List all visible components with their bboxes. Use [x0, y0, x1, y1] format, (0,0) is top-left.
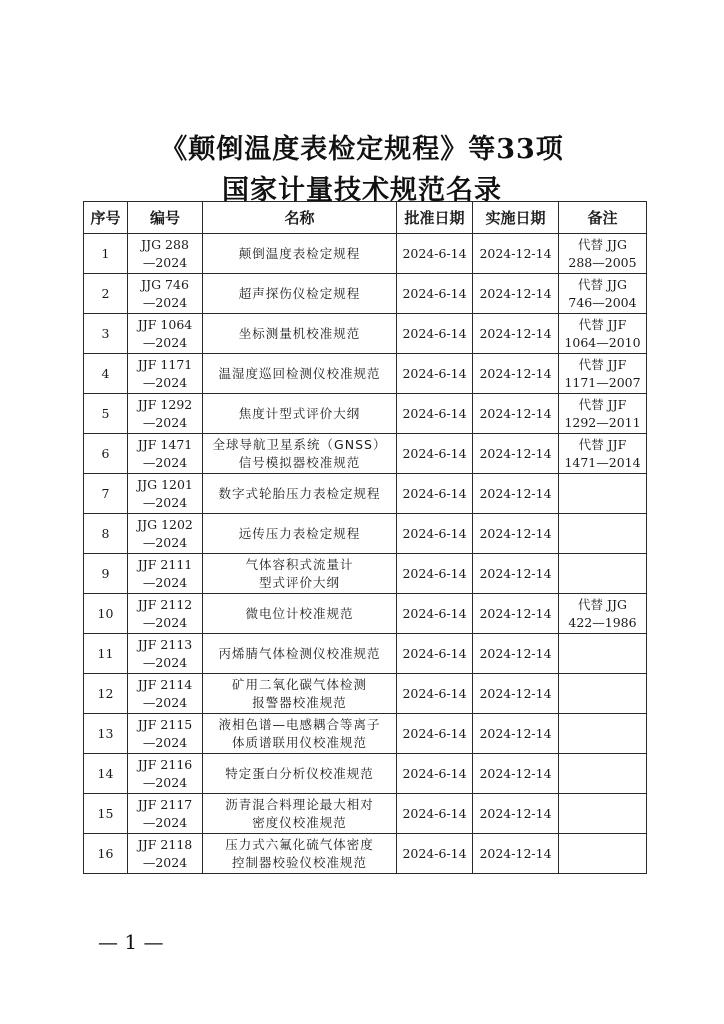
cell-code — [128, 554, 203, 594]
cell-name — [203, 674, 397, 714]
cell-code — [128, 754, 203, 794]
cell-approval-date: 2024-6-14 — [397, 714, 473, 754]
cell-approval-date: 2024-6-14 — [397, 834, 473, 874]
cell-code-line: JJF 1292 — [137, 396, 193, 412]
cell-name-line: 远传压力表检定规程 — [238, 525, 361, 541]
cell-code — [128, 834, 203, 874]
table-row — [84, 554, 647, 594]
cell-code-line: JJF 1471 — [137, 436, 193, 452]
cell-effective-date: 2024-12-14 — [473, 794, 559, 834]
cell-code-line: JJF 2115 — [137, 716, 193, 732]
header-approval-date: 批准日期 — [397, 202, 473, 234]
cell-remark — [559, 754, 647, 794]
cell-code-line: —2024 — [142, 574, 188, 590]
cell-remark — [559, 274, 647, 314]
table-row — [84, 434, 647, 474]
cell-name-line: 全球导航卫星系统（GNSS） — [212, 436, 387, 452]
cell-name-line: 温湿度巡回检测仪校准规范 — [218, 365, 381, 381]
cell-name-line: 控制器校验仪校准规范 — [231, 854, 367, 870]
cell-code-line: —2024 — [142, 774, 188, 790]
cell-approval-date: 2024-6-14 — [397, 554, 473, 594]
cell-code-line: —2024 — [142, 854, 188, 870]
cell-effective-date: 2024-12-14 — [473, 514, 559, 554]
cell-remark-line: 代替 JJF — [578, 316, 627, 332]
cell-index: 16 — [84, 834, 128, 874]
metrology-spec-table — [83, 201, 647, 874]
cell-remark — [559, 394, 647, 434]
table-row — [84, 834, 647, 874]
cell-name — [203, 594, 397, 634]
cell-code-line: —2024 — [142, 654, 188, 670]
table-row — [84, 274, 647, 314]
cell-remark-line: 代替 JJG — [578, 236, 627, 252]
cell-name-line: 型式评价大纲 — [258, 574, 340, 590]
cell-effective-date: 2024-12-14 — [473, 354, 559, 394]
cell-approval-date: 2024-6-14 — [397, 754, 473, 794]
cell-code-line: JJF 2111 — [137, 556, 193, 572]
document-title-line1: 《颠倒温度表检定规程》等33项 — [160, 134, 564, 165]
table-row — [84, 314, 647, 354]
cell-remark — [559, 474, 647, 514]
cell-effective-date: 2024-12-14 — [473, 394, 559, 434]
cell-code-line: JJF 2113 — [137, 636, 193, 652]
cell-approval-date: 2024-6-14 — [397, 434, 473, 474]
cell-name-line: 密度仪校准规范 — [252, 814, 347, 830]
cell-name-line: 丙烯腈气体检测仪校准规范 — [218, 645, 381, 661]
cell-name — [203, 634, 397, 674]
cell-name — [203, 234, 397, 274]
cell-code-line: —2024 — [142, 374, 188, 390]
cell-approval-date: 2024-6-14 — [397, 314, 473, 354]
cell-remark-line: 代替 JJF — [578, 396, 627, 412]
cell-name-line: 坐标测量机校准规范 — [238, 325, 361, 341]
cell-index: 15 — [84, 794, 128, 834]
header-code: 编号 — [128, 202, 203, 234]
cell-remark — [559, 594, 647, 634]
cell-name-line: 矿用二氧化碳气体检测 — [231, 676, 367, 692]
cell-name-line: 报警器校准规范 — [252, 694, 347, 710]
cell-remark — [559, 794, 647, 834]
cell-index: 6 — [84, 434, 128, 474]
cell-approval-date: 2024-6-14 — [397, 594, 473, 634]
table-row — [84, 714, 647, 754]
cell-code-line: —2024 — [142, 454, 188, 470]
cell-remark-line: 422—1986 — [568, 614, 637, 630]
table-row — [84, 394, 647, 434]
cell-name — [203, 474, 397, 514]
table-row — [84, 234, 647, 274]
cell-remark-line: 1171—2007 — [564, 374, 641, 390]
cell-index: 7 — [84, 474, 128, 514]
header-name: 名称 — [203, 202, 397, 234]
cell-index: 13 — [84, 714, 128, 754]
cell-code-line: JJF 2116 — [137, 756, 193, 772]
cell-name-line: 体质谱联用仪校准规范 — [231, 734, 367, 750]
cell-remark-line: 288—2005 — [568, 254, 637, 270]
table-row — [84, 794, 647, 834]
page-number: — 1 — — [98, 930, 164, 954]
cell-effective-date: 2024-12-14 — [473, 474, 559, 514]
cell-index: 1 — [84, 234, 128, 274]
cell-remark — [559, 554, 647, 594]
cell-name — [203, 514, 397, 554]
cell-effective-date: 2024-12-14 — [473, 314, 559, 354]
cell-name — [203, 434, 397, 474]
cell-code — [128, 314, 203, 354]
cell-code — [128, 234, 203, 274]
cell-name-line: 沥青混合料理论最大相对 — [225, 796, 374, 812]
table-row — [84, 354, 647, 394]
cell-name-line: 液相色谱—电感耦合等离子 — [218, 716, 381, 732]
header-remark: 备注 — [559, 202, 647, 234]
cell-effective-date: 2024-12-14 — [473, 714, 559, 754]
cell-name — [203, 794, 397, 834]
cell-code-line: JJF 2112 — [137, 596, 193, 612]
cell-remark — [559, 514, 647, 554]
cell-name — [203, 714, 397, 754]
cell-index: 8 — [84, 514, 128, 554]
cell-code-line: —2024 — [142, 414, 188, 430]
cell-approval-date: 2024-6-14 — [397, 514, 473, 554]
cell-remark-line: 1471—2014 — [564, 454, 641, 470]
cell-code-line: JJF 2118 — [137, 836, 193, 852]
cell-name — [203, 274, 397, 314]
cell-name-line: 压力式六氟化硫气体密度 — [225, 836, 374, 852]
cell-remark — [559, 234, 647, 274]
cell-approval-date: 2024-6-14 — [397, 634, 473, 674]
cell-name-line: 超声探伤仪检定规程 — [238, 285, 361, 301]
cell-code-line: JJG 746 — [141, 276, 189, 292]
cell-index: 5 — [84, 394, 128, 434]
cell-code-line: JJG 1201 — [137, 476, 193, 492]
cell-code — [128, 794, 203, 834]
cell-code — [128, 274, 203, 314]
cell-code — [128, 474, 203, 514]
cell-name — [203, 754, 397, 794]
cell-effective-date: 2024-12-14 — [473, 674, 559, 714]
cell-index: 4 — [84, 354, 128, 394]
cell-index: 14 — [84, 754, 128, 794]
cell-approval-date: 2024-6-14 — [397, 674, 473, 714]
table-row — [84, 594, 647, 634]
cell-code-line: JJG 1202 — [137, 516, 193, 532]
cell-code — [128, 354, 203, 394]
cell-code-line: —2024 — [142, 254, 188, 270]
cell-code-line: —2024 — [142, 334, 188, 350]
cell-code — [128, 714, 203, 754]
cell-code-line: —2024 — [142, 294, 188, 310]
cell-index: 2 — [84, 274, 128, 314]
cell-remark — [559, 314, 647, 354]
cell-code — [128, 634, 203, 674]
table-row — [84, 514, 647, 554]
cell-approval-date: 2024-6-14 — [397, 794, 473, 834]
header-index: 序号 — [84, 202, 128, 234]
cell-effective-date: 2024-12-14 — [473, 554, 559, 594]
cell-code — [128, 674, 203, 714]
cell-code-line: JJF 2114 — [137, 676, 193, 692]
cell-index: 11 — [84, 634, 128, 674]
table-header-row — [84, 202, 647, 234]
cell-name — [203, 354, 397, 394]
cell-name-line: 气体容积式流量计 — [245, 556, 354, 572]
cell-remark — [559, 674, 647, 714]
cell-effective-date: 2024-12-14 — [473, 434, 559, 474]
cell-code-line: JJF 2117 — [137, 796, 193, 812]
cell-code — [128, 594, 203, 634]
cell-index: 3 — [84, 314, 128, 354]
cell-remark — [559, 714, 647, 754]
header-effective-date: 实施日期 — [473, 202, 559, 234]
cell-code-line: —2024 — [142, 534, 188, 550]
cell-effective-date: 2024-12-14 — [473, 234, 559, 274]
table-row — [84, 754, 647, 794]
cell-code — [128, 434, 203, 474]
cell-remark — [559, 434, 647, 474]
cell-name — [203, 554, 397, 594]
cell-remark — [559, 834, 647, 874]
table-row — [84, 474, 647, 514]
cell-remark-line: 1292—2011 — [564, 414, 641, 430]
document-title-line2: 国家计量技术规范名录 — [222, 175, 502, 206]
cell-remark-line: 代替 JJG — [578, 596, 627, 612]
cell-code-line: —2024 — [142, 814, 188, 830]
table-row — [84, 674, 647, 714]
cell-approval-date: 2024-6-14 — [397, 274, 473, 314]
cell-effective-date: 2024-12-14 — [473, 634, 559, 674]
cell-index: 10 — [84, 594, 128, 634]
cell-name-line: 数字式轮胎压力表检定规程 — [218, 485, 381, 501]
cell-name — [203, 314, 397, 354]
cell-effective-date: 2024-12-14 — [473, 754, 559, 794]
cell-code-line: JJF 1171 — [137, 356, 193, 372]
cell-approval-date: 2024-6-14 — [397, 234, 473, 274]
table-row — [84, 634, 647, 674]
cell-remark-line: 1064—2010 — [564, 334, 641, 350]
cell-index: 12 — [84, 674, 128, 714]
cell-name-line: 信号模拟器校准规范 — [238, 454, 361, 470]
cell-code-line: —2024 — [142, 614, 188, 630]
cell-index: 9 — [84, 554, 128, 594]
cell-remark-line: 代替 JJF — [578, 436, 627, 452]
cell-remark-line: 代替 JJG — [578, 276, 627, 292]
cell-name-line: 特定蛋白分析仪校准规范 — [225, 765, 374, 781]
cell-code-line: —2024 — [142, 734, 188, 750]
cell-effective-date: 2024-12-14 — [473, 594, 559, 634]
cell-effective-date: 2024-12-14 — [473, 274, 559, 314]
cell-name-line: 颠倒温度表检定规程 — [238, 245, 361, 261]
cell-effective-date: 2024-12-14 — [473, 834, 559, 874]
cell-code-line: —2024 — [142, 494, 188, 510]
cell-remark-line: 746—2004 — [568, 294, 637, 310]
cell-remark — [559, 354, 647, 394]
cell-name-line: 焦度计型式评价大纲 — [238, 405, 361, 421]
cell-code-line: JJG 288 — [141, 236, 189, 252]
cell-remark-line: 代替 JJF — [578, 356, 627, 372]
cell-code — [128, 394, 203, 434]
cell-name — [203, 834, 397, 874]
cell-approval-date: 2024-6-14 — [397, 394, 473, 434]
cell-approval-date: 2024-6-14 — [397, 474, 473, 514]
cell-name-line: 微电位计校准规范 — [245, 605, 354, 621]
cell-name — [203, 394, 397, 434]
cell-code-line: JJF 1064 — [137, 316, 193, 332]
cell-code-line: —2024 — [142, 694, 188, 710]
cell-approval-date: 2024-6-14 — [397, 354, 473, 394]
cell-code — [128, 514, 203, 554]
cell-remark — [559, 634, 647, 674]
